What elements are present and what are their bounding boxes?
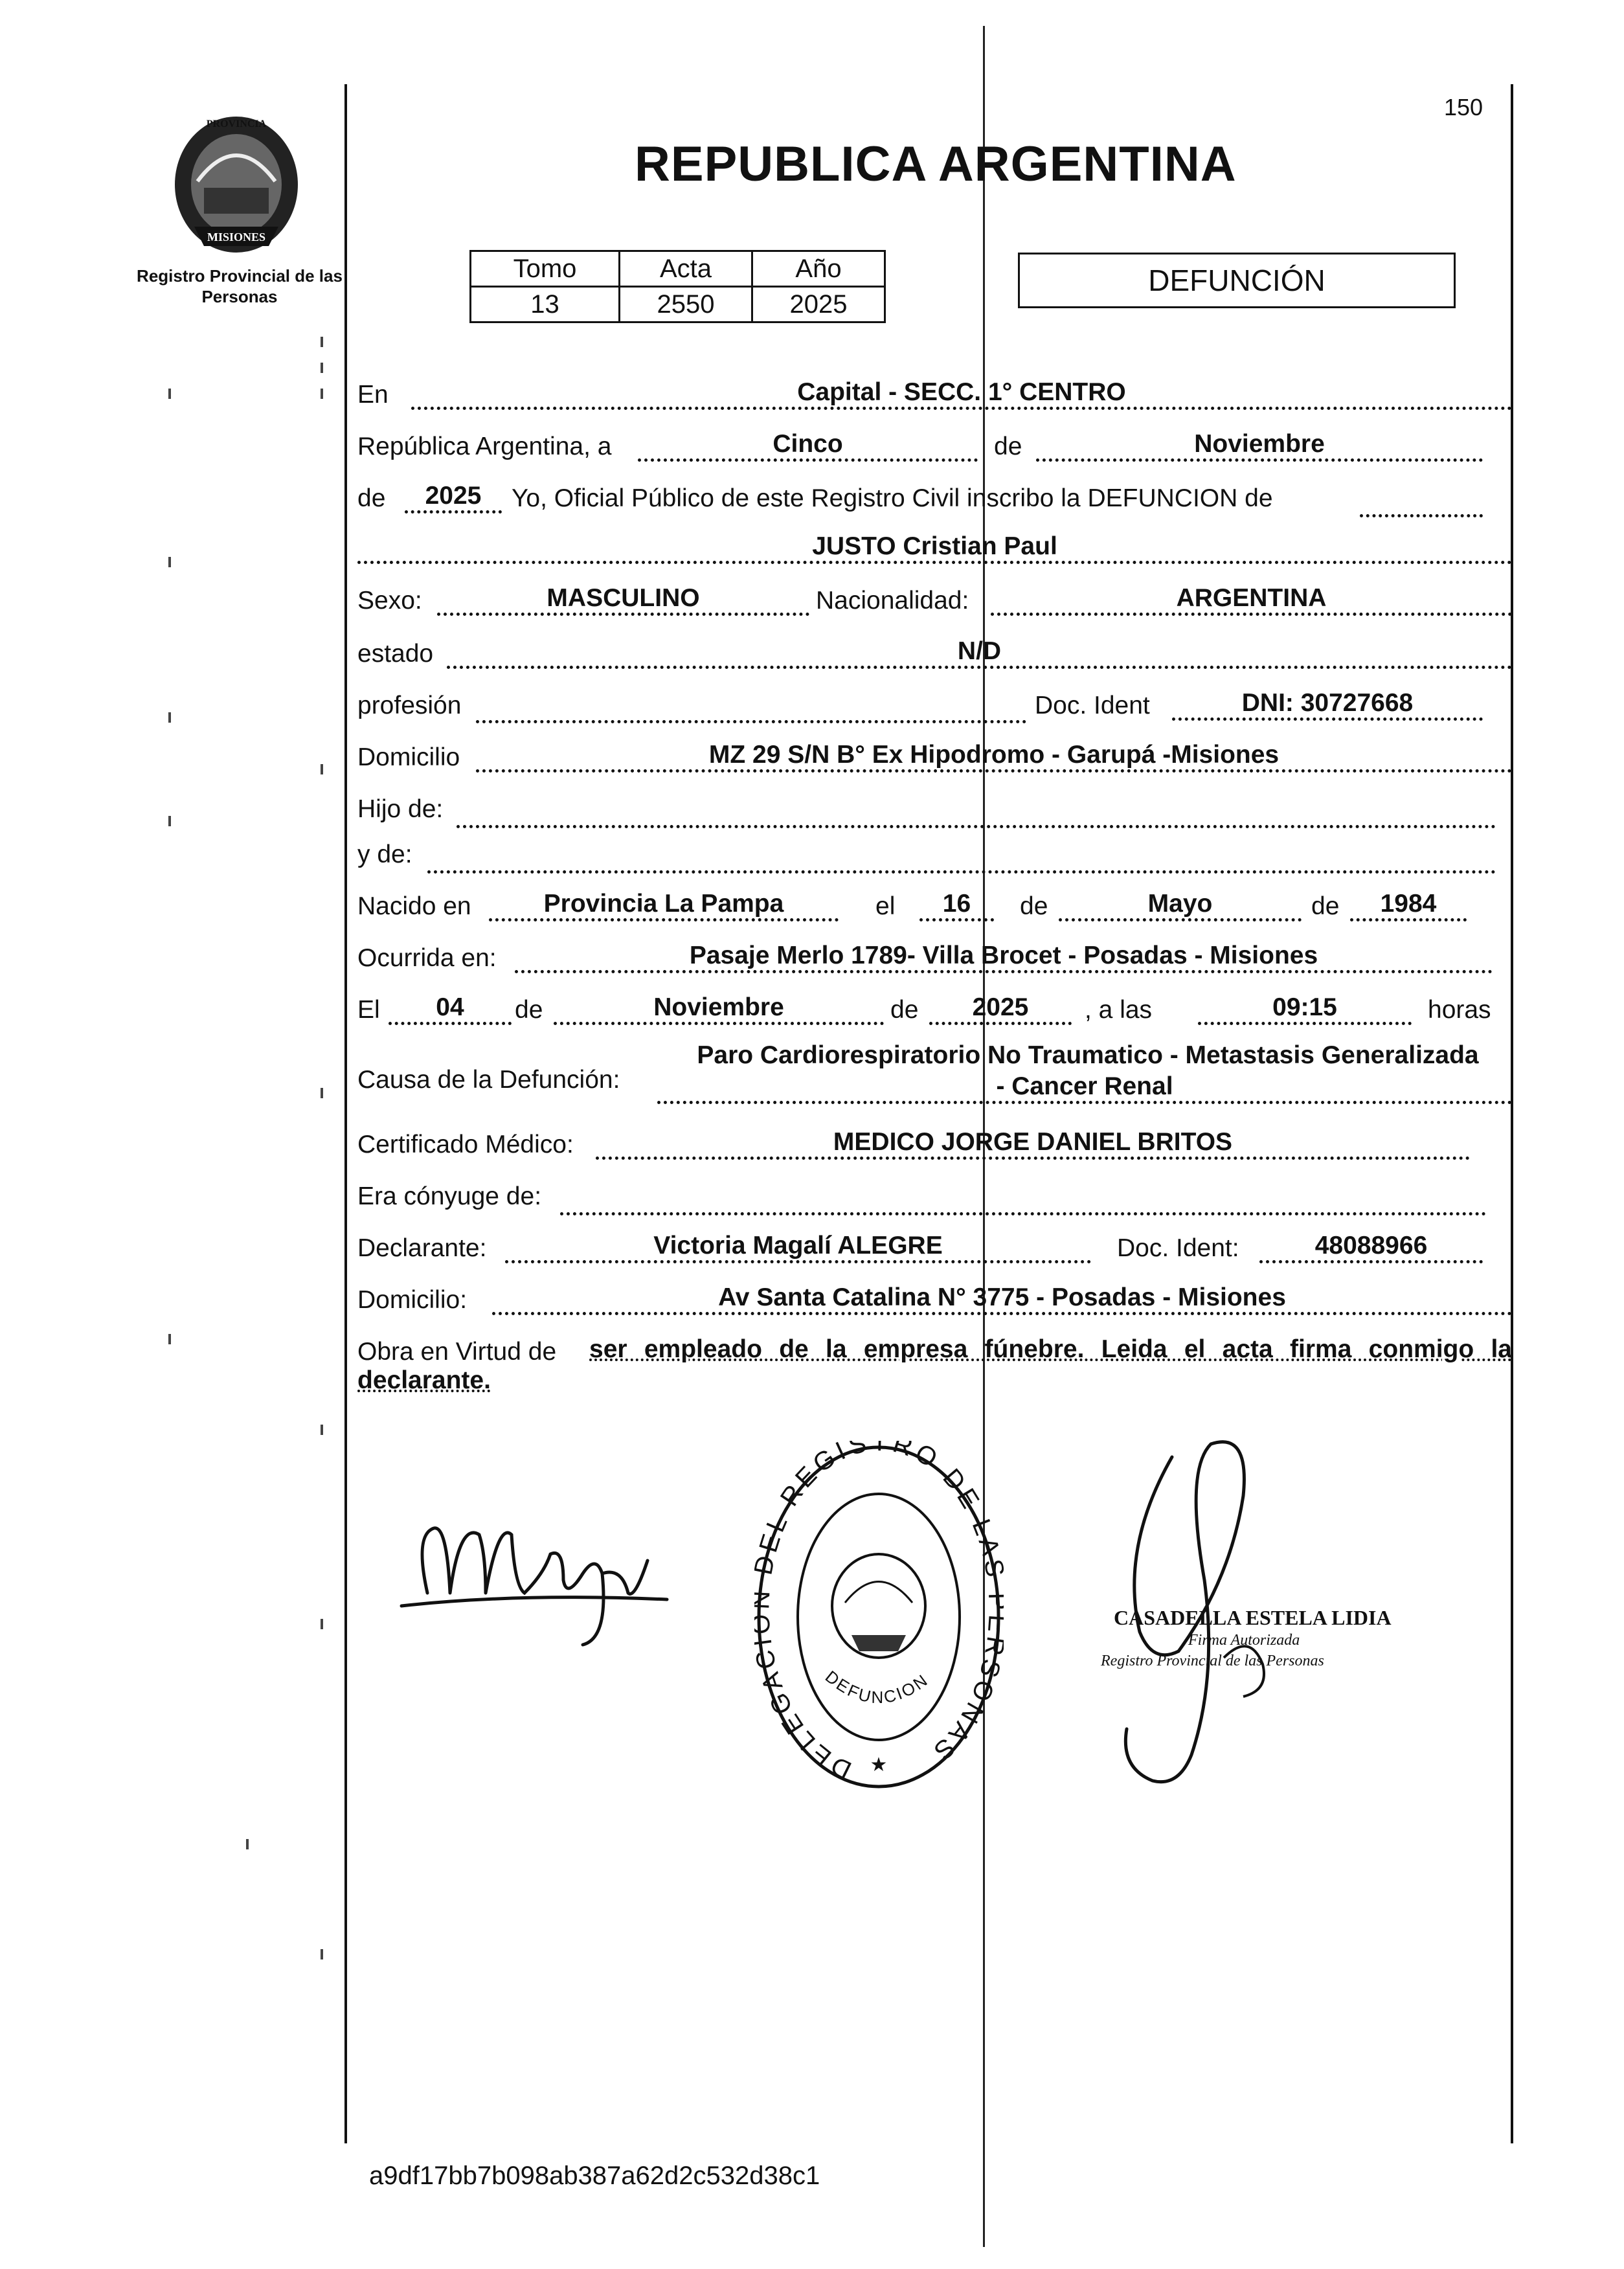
alas-label: , a las [1085,996,1153,1024]
causa-label: Causa de la Defunción: [357,1066,620,1094]
decl-domicilio-value: Av Santa Catalina N° 3775 - Posadas - Misiones [492,1283,1512,1315]
declarante-value: Victoria Magalí ALEGRE [505,1232,1091,1263]
margin-tick [168,557,171,567]
margin-tick [321,1619,323,1629]
margin-tick [168,816,171,826]
anio-value: 2025 [405,482,502,514]
official-org: Registro Provincial de las Personas [1101,1653,1324,1669]
def-hora: 09:15 [1198,993,1412,1025]
left-margin-line [344,84,347,2143]
registry-header: Acta [620,251,752,287]
registry-seal [754,1441,1004,1794]
def-dia: 04 [389,993,512,1025]
obra-value-line1: ser empleado de la empresa fúnebre. Leida el acta firma conmigo la [589,1335,1512,1363]
svg-text:★: ★ [870,1754,888,1776]
estado-label: estado [357,640,434,668]
ocurrida-label: Ocurrida en: [357,944,497,972]
republica-label: República Argentina, a [357,433,612,460]
margin-tick [321,337,323,347]
registry-table [469,250,886,323]
nac-anio: 1984 [1350,890,1467,921]
estado-value: N/D [447,637,1512,669]
registry-value: 2550 [620,287,752,322]
nac-de-label: de [1020,892,1048,920]
deceased-name: JUSTO Cristian Paul [357,532,1512,564]
registry-value: 13 [471,287,620,322]
nacido-value: Provincia La Pampa [489,890,839,921]
profesion-label: profesión [357,692,462,719]
def-de-label: de [515,996,543,1024]
margin-tick [321,764,323,774]
nac-de2-label: de [1311,892,1340,920]
doc-value: DNI: 30727668 [1172,689,1483,721]
causa-line2: - Cancer Renal [657,1072,1512,1104]
margin-tick [246,1839,249,1849]
def-de2-label: de [890,996,919,1024]
obra-label: Obra en Virtud de [357,1338,557,1366]
de-label: de [994,433,1022,460]
decl-domicilio-label: Domicilio: [357,1286,468,1314]
certificado-value: MEDICO JORGE DANIEL BRITOS [596,1128,1470,1160]
el2-label: El [357,996,380,1024]
en-label: En [357,381,389,409]
svg-text:MISIONES: MISIONES [207,231,266,243]
margin-tick [168,712,171,723]
official-role: Firma Autorizada [1188,1632,1300,1649]
misiones-emblem [165,104,308,259]
nac-mes: Mayo [1059,890,1302,921]
margin-tick [321,363,323,373]
hijo-label: Hijo de: [357,795,444,823]
hijo-blank [457,822,1496,828]
margin-tick [321,389,323,399]
ocurrida-value: Pasaje Merlo 1789- Villa Brocet - Posadas - Misiones [515,942,1493,973]
margin-tick [321,1088,323,1098]
yde-blank [427,868,1496,874]
inscribo-text: Yo, Oficial Público de este Registro Civil inscribo la DEFUNCION de [512,484,1273,512]
horas-label: horas [1428,996,1491,1024]
en-value: Capital - SECC. 1° CENTRO [411,378,1512,410]
decl-doc-value: 48088966 [1259,1232,1483,1263]
certificado-label: Certificado Médico: [357,1131,574,1158]
nacido-label: Nacido en [357,892,471,920]
registry-header: Año [752,251,885,287]
obra-value-line2: declarante. [357,1366,491,1394]
margin-tick [168,389,171,399]
margin-tick [321,1425,323,1435]
dia-value: Cinco [638,430,978,462]
official-name: CASADELLA ESTELA LIDIA [1114,1606,1392,1629]
causa-line1: Paro Cardiorespiratorio No Traumatico - Metastasis Generalizada [697,1041,1479,1069]
def-anio: 2025 [929,993,1072,1025]
domicilio-value: MZ 29 S/N B° Ex Hipodromo - Garupá -Misiones [476,741,1512,773]
decl-doc-label: Doc. Ident: [1117,1234,1239,1262]
svg-text:PROVINCIA: PROVINCIA [206,119,267,130]
page-title: REPUBLICA ARGENTINA [635,137,1237,192]
doc-label: Doc. Ident [1035,692,1150,719]
sexo-label: Sexo: [357,587,422,615]
page-number: 150 [1444,94,1483,120]
conyuge-label: Era cónyuge de: [357,1182,542,1210]
svg-text:DELEGACIÓN DEL REGISTRO DE LAS: DELEGA EL REGISTRO DE LA SONAS [754,1441,1004,1785]
nacionalidad-value: ARGENTINA [991,584,1512,616]
yde-label: y de: [357,841,412,868]
blank-dots [1360,512,1483,517]
el-label: el [875,892,896,920]
nac-dia: 16 [919,890,994,921]
margin-tick [321,1949,323,1959]
document-hash: a9df17bb7b098ab387a62d2c532d38c1 [369,2162,820,2190]
svg-text:DEFUNCION DIGITAL: DEFUNCION [821,1666,932,1708]
domicilio-label: Domicilio [357,743,460,771]
mes-value: Noviembre [1036,430,1483,462]
document-type-box: DEFUNCIÓN [1018,253,1456,308]
profesion-blank [476,717,1026,723]
def-mes: Noviembre [554,993,884,1025]
registry-header: Tomo [471,251,620,287]
margin-tick [168,1334,171,1344]
declarant-signature [389,1496,673,1651]
declarante-label: Declarante: [357,1234,487,1262]
conyuge-blank [560,1210,1486,1215]
sexo-value: MASCULINO [437,584,809,616]
nacionalidad-label: Nacionalidad: [816,587,969,615]
de2-label: de [357,484,386,512]
issuer-label: Registro Provincial de las Personas [137,266,343,306]
registry-value: 2025 [752,287,885,322]
